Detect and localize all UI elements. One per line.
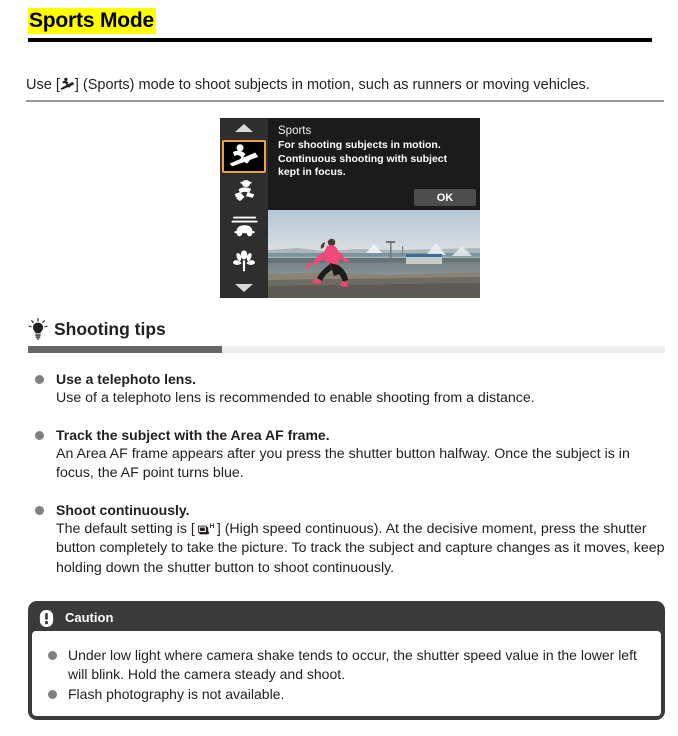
tip-body-before-icon: The default setting is [ (56, 520, 195, 537)
rail-item-sports[interactable] (222, 140, 266, 174)
caution-list-item (40, 685, 649, 704)
ok-button[interactable]: OK (414, 189, 476, 206)
tip-item (28, 370, 668, 409)
camera-preview-photo (268, 210, 480, 298)
camera-mode-description: For shooting subjects in motion. Continuous shooting with subject kept in focus. (278, 139, 448, 178)
tip-item (28, 426, 668, 484)
camera-info-panel (268, 118, 480, 210)
rail-item-kids[interactable] (222, 174, 266, 208)
tip-heading-row (28, 501, 668, 520)
bullet-icon (48, 690, 57, 699)
tip-body: Use of a telephoto lens is recommended to enable shooting from a distance. (56, 390, 535, 406)
title-divider (28, 38, 652, 42)
bullet-icon (48, 651, 57, 660)
close-up-mode-icon (231, 248, 257, 273)
rail-item-close-up[interactable] (222, 244, 266, 278)
sports-mode-icon (60, 77, 75, 91)
caution-item-text: Under low light where camera shake tends to occur, the shutter speed value in the lower left will blink. Hold the camera steady and shoot. (68, 647, 637, 682)
tip-body: An Area AF frame appears after you press the shutter button halfway. Once the subject is in focus, the AF point turns blue. (56, 445, 630, 481)
tip-heading-row (28, 426, 668, 445)
tip-item (28, 501, 668, 579)
shooting-tips-bar-light (222, 346, 665, 353)
bullet-icon (35, 506, 44, 515)
bullet-icon (35, 375, 44, 384)
shooting-tips-bar-dark (28, 346, 222, 353)
shooting-tips-title: Shooting tips (54, 319, 166, 339)
page-title: Sports Mode (29, 9, 154, 32)
shooting-tips-list (28, 370, 668, 578)
intro-text-before-icon: Use [ (26, 77, 60, 93)
scroll-down-arrow-icon[interactable] (220, 277, 268, 298)
scroll-up-arrow-icon[interactable] (220, 118, 268, 139)
kids-mode-icon (231, 178, 258, 204)
intro-paragraph (26, 75, 662, 95)
intro-text-after-icon: ] (Sports) mode to shoot subjects in motion, such as runners or moving vehicles. (74, 77, 590, 93)
panning-mode-icon (230, 214, 259, 238)
caution-box (28, 601, 665, 720)
camera-mode-name: Sports (278, 125, 312, 137)
sports-mode-icon (228, 143, 260, 170)
svg-text:H: H (209, 522, 215, 530)
camera-screen (220, 118, 480, 298)
caution-header (32, 605, 661, 631)
caution-item-text: Flash photography is not available. (68, 686, 285, 702)
shooting-tips-header (28, 318, 166, 340)
tip-title: Track the subject with the Area AF frame. (56, 426, 330, 443)
tip-body-after-icon: ] (High speed continuous). At the decisive moment, press the shutter button completely to take the picture. To track the subject and capture changes as it moves, keep holding down the shutter button to shoot continuously. (56, 520, 665, 576)
lightbulb-icon (28, 318, 48, 340)
tip-title: Shoot continuously. (56, 501, 190, 518)
camera-mode-rail (220, 118, 268, 298)
tip-body (56, 520, 668, 579)
tip-heading-row (28, 370, 668, 389)
high-speed-continuous-icon (195, 521, 217, 536)
exclamation-icon (39, 610, 54, 627)
tip-title: Use a telephoto lens. (56, 371, 197, 387)
bullet-icon (35, 431, 44, 440)
caution-title: Caution (65, 610, 114, 625)
page-title-wrapper (28, 8, 650, 34)
rail-item-panning[interactable] (222, 209, 266, 243)
caution-list-item (40, 646, 649, 684)
caution-body (32, 631, 661, 716)
intro-divider (26, 100, 664, 102)
